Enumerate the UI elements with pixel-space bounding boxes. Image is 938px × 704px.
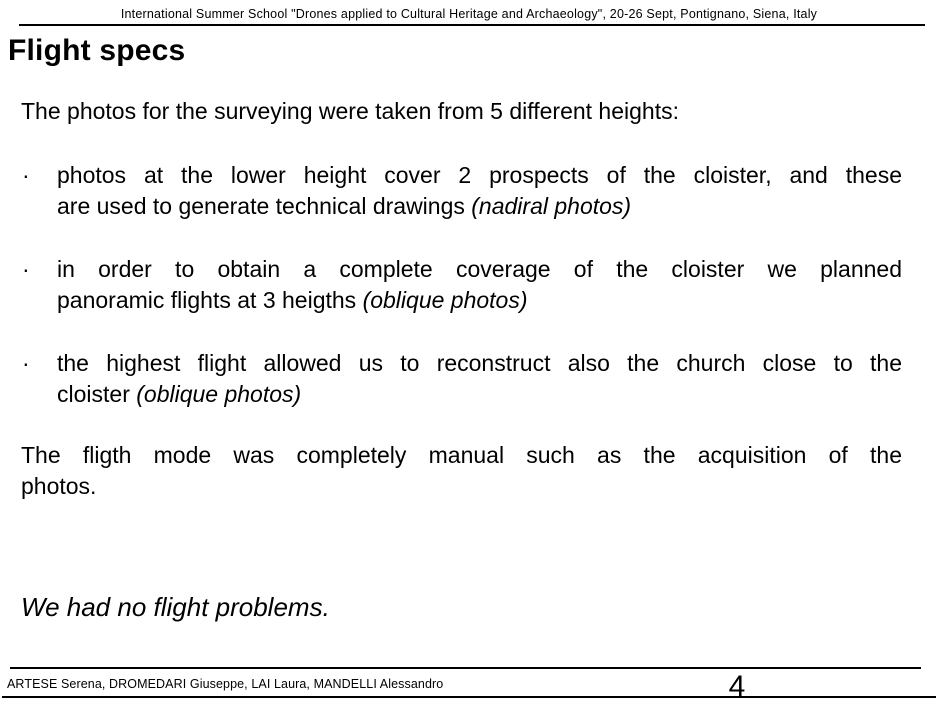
- page-number: 4: [728, 670, 746, 703]
- bullet-item: [21, 254, 902, 316]
- bullet-line-2-italic: (oblique photos): [136, 381, 302, 407]
- footer-authors: ARTESE Serena, DROMEDARI Giuseppe, LAI Laura, MANDELLI Alessandro: [7, 677, 444, 691]
- footer-rule-bottom: [2, 696, 936, 698]
- bullet-marker: ·: [22, 350, 30, 376]
- bullet-marker: ·: [22, 256, 30, 282]
- bullet-item: [21, 348, 902, 410]
- bullet-line-2-regular: cloister: [57, 381, 137, 407]
- header-banner: International Summer School "Drones applied to Cultural Heritage and Archaeology", 20-26 Sept, Pontignano, Siena, Italy: [120, 7, 818, 21]
- bullet-line-2-italic: (nadiral photos): [471, 193, 632, 219]
- bullet-item: [21, 160, 902, 222]
- bullet-line-2-regular: panoramic flights at 3 heigths: [57, 287, 363, 313]
- closing-line-2: photos.: [21, 473, 97, 499]
- closing-paragraph: [21, 440, 902, 502]
- intro-paragraph: The photos for the surveying were taken from 5 different heights:: [21, 98, 679, 124]
- bullet-line-2: [57, 285, 902, 316]
- bullet-line-1: photos at the lower height cover 2 prospects of the cloister, and these: [57, 162, 902, 188]
- bullet-line-1: the highest flight allowed us to reconstruct also the church close to the: [57, 350, 902, 376]
- bullet-marker: ·: [22, 162, 30, 188]
- bullet-line-1: in order to obtain a complete coverage of the cloister we planned: [57, 256, 902, 282]
- footer-rule-top: [10, 667, 921, 669]
- header-rule: [19, 24, 925, 26]
- note-paragraph: We had no flight problems.: [21, 592, 330, 622]
- slide-title: Flight specs: [8, 34, 186, 67]
- bullet-line-2: [57, 379, 902, 410]
- bullet-line-2-regular: are used to generate technical drawings: [57, 193, 472, 219]
- closing-line-1: The fligth mode was completely manual such as the acquisition of the: [21, 442, 902, 468]
- bullet-line-2: [57, 191, 902, 222]
- bullet-line-2-italic: (oblique photos): [362, 287, 528, 313]
